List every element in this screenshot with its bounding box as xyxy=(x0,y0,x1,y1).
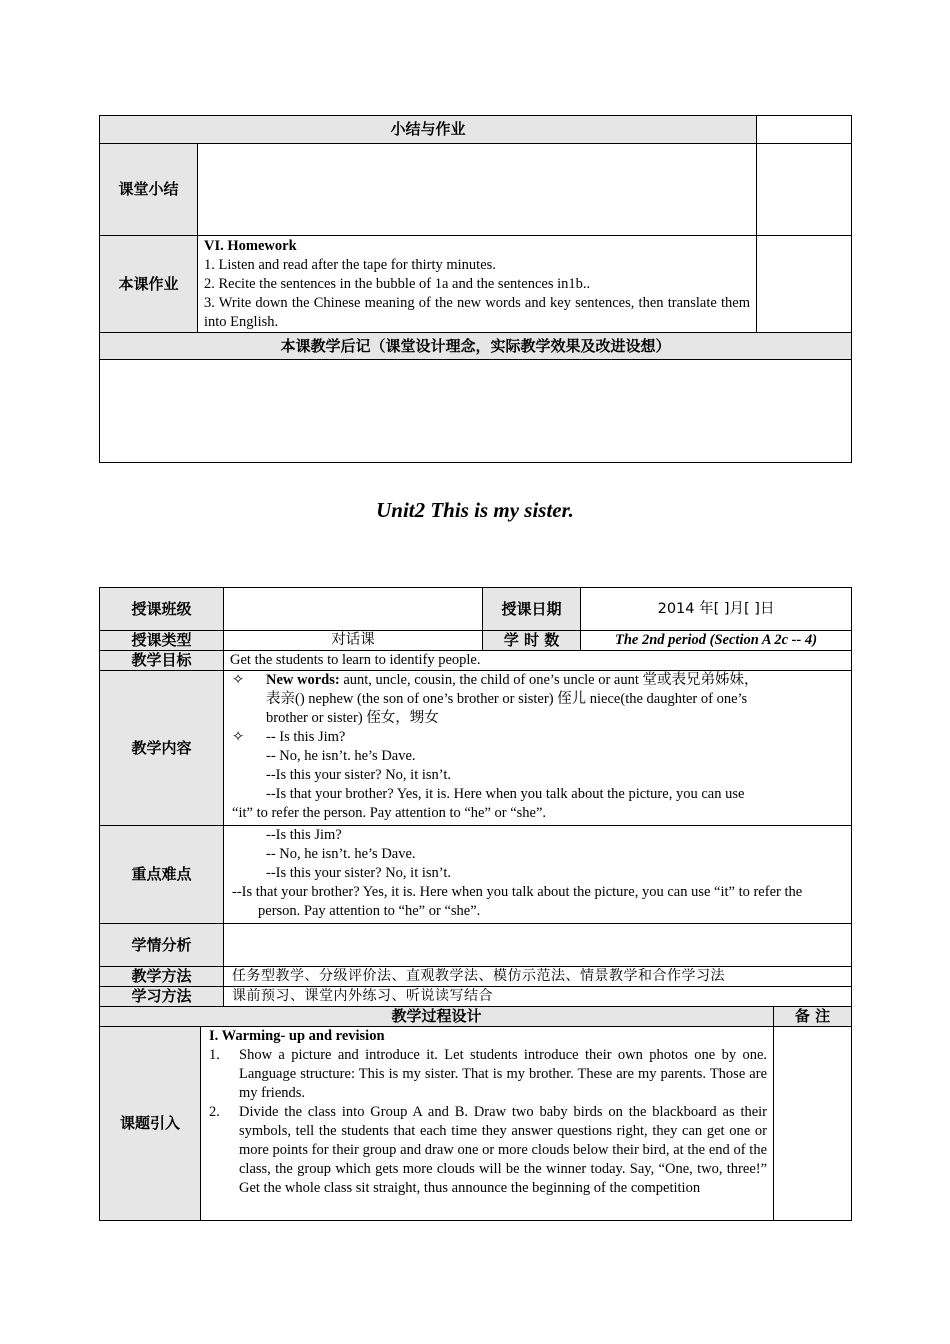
process-header: 教学过程设计 xyxy=(100,1007,774,1027)
reflection-header: 本课教学后记（课堂设计理念，实际教学效果及改进设想） xyxy=(100,333,852,360)
lesson-plan-table xyxy=(99,587,852,1221)
analysis-value xyxy=(224,924,852,967)
intro-content xyxy=(201,1027,774,1221)
teaching-method-label: 教学方法 xyxy=(100,967,224,987)
class-summary-content xyxy=(198,144,757,236)
bullet-icon: ✧ xyxy=(232,729,245,745)
learning-method-value: 课前预习、课堂内外练习、听说读写结合 xyxy=(224,987,852,1007)
type-value: 对话课 xyxy=(224,631,483,651)
homework-item: 3. Write down the Chinese meaning of the new words and key sentences, then translate them into English. xyxy=(204,295,751,330)
bullet-icon: ✧ xyxy=(232,672,245,688)
summary-homework-header: 小结与作业 xyxy=(100,116,757,144)
period-value: The 2nd period (Section A 2c -- 4) xyxy=(581,631,852,651)
intro-label: 课题引入 xyxy=(100,1027,201,1221)
warmup-item-number: 1. xyxy=(209,1047,220,1063)
dialog-line: -- No, he isn’t. he’s Dave. xyxy=(266,748,416,764)
keypoints-label: 重点难点 xyxy=(100,826,224,924)
homework-title: VI. Homework xyxy=(204,238,297,254)
teaching-method-value: 任务型教学、分级评价法、直观教学法、模仿示范法、情景教学和合作学习法 xyxy=(224,967,852,987)
homework-item: 1. Listen and read after the tape for thirty minutes. xyxy=(204,257,496,273)
analysis-label: 学情分析 xyxy=(100,924,224,967)
warmup-item xyxy=(209,1103,767,1198)
notes-header: 备 注 xyxy=(774,1007,852,1027)
warmup-title: I. Warming- up and revision xyxy=(209,1028,385,1044)
keypoint-line: --Is this Jim? xyxy=(266,827,342,843)
homework-content xyxy=(198,236,757,333)
warmup-item-text: Show a picture and introduce it. Let students introduce their own photos one by one. Language structure: This is my sister. That is my brother. These are my parents. Those are my friends. xyxy=(239,1047,768,1101)
unit-title: Unit2 This is my sister. xyxy=(376,498,574,522)
warmup-item-number: 2. xyxy=(209,1104,220,1120)
type-label: 授课类型 xyxy=(100,631,224,651)
keypoint-line: --Is that your brother? Yes, it is. Here when you talk about the picture, you can use “it” to refer the person. Pay attention to “he” or “she”. xyxy=(232,884,803,919)
class-summary-notes xyxy=(757,144,852,236)
keypoints-value xyxy=(224,826,852,924)
reflection-content xyxy=(100,360,852,463)
warmup-item-text: Divide the class into Group A and B. Draw two baby birds on the blackboard as their symbols, tell the students that each time they answer questions right, they can get one or more points for their group and draw one or more clouds below their bird, at the end of the class, the group which gets more clouds will be the winner today. Say, “One, two, three!” Get the whole class sit straight, thus announce the beginning of the competition xyxy=(239,1104,768,1196)
new-words-label: New words: xyxy=(266,672,340,688)
learning-method-label: 学习方法 xyxy=(100,987,224,1007)
dialog-line: “it” to refer the person. Pay attention to “he” or “she”. xyxy=(232,805,547,821)
content-value xyxy=(224,671,852,826)
homework-label: 本课作业 xyxy=(100,236,198,333)
goal-value: Get the students to learn to identify people. xyxy=(224,651,852,671)
keypoint-line: --Is this your sister? No, it isn’t. xyxy=(266,865,452,881)
new-words-bullet xyxy=(232,671,845,690)
homework-item: 2. Recite the sentences in the bubble of 1a and the sentences in1b.. xyxy=(204,276,591,292)
warmup-item xyxy=(209,1046,767,1103)
top-notes-cell xyxy=(757,116,852,144)
date-value: 2014 年[ ]月[ ]日 xyxy=(581,588,852,631)
dialog-bullet xyxy=(232,728,845,747)
intro-notes xyxy=(774,1027,852,1221)
class-value xyxy=(224,588,483,631)
new-words-line: 表亲() nephew (the son of one’s brother or sister) 侄儿 niece(the daughter of one’s xyxy=(266,691,748,707)
new-words-text: aunt, uncle, cousin, the child of one’s uncle or aunt 堂或表兄弟姊妹， xyxy=(339,672,759,688)
summary-homework-table xyxy=(99,115,852,463)
date-label: 授课日期 xyxy=(483,588,581,631)
new-words-line: brother or sister) 侄女，甥女 xyxy=(266,710,439,726)
period-label: 学 时 数 xyxy=(483,631,581,651)
dialog-line: --Is that your brother? Yes, it is. Here when you talk about the picture, you can use xyxy=(266,786,745,802)
class-summary-label: 课堂小结 xyxy=(100,144,198,236)
keypoint-line: -- No, he isn’t. he’s Dave. xyxy=(266,846,416,862)
goal-label: 教学目标 xyxy=(100,651,224,671)
dialog-line: --Is this your sister? No, it isn’t. xyxy=(266,767,452,783)
dialog-line: -- Is this Jim? xyxy=(266,729,346,745)
homework-notes xyxy=(757,236,852,333)
class-label: 授课班级 xyxy=(100,588,224,631)
content-label: 教学内容 xyxy=(100,671,224,826)
